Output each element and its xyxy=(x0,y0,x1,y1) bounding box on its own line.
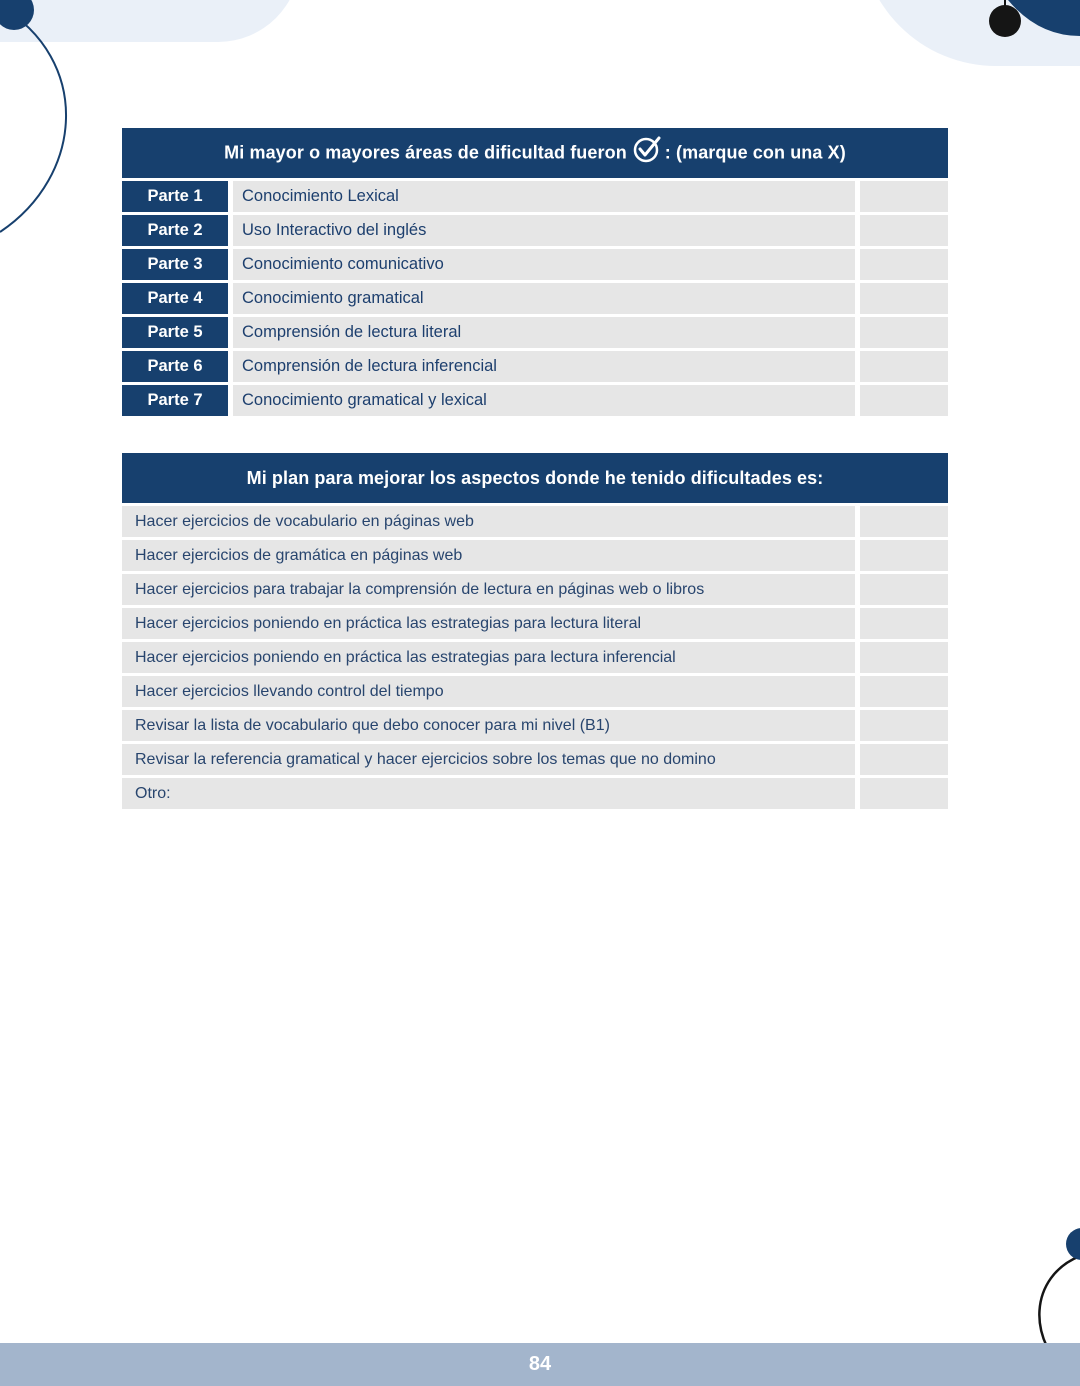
mark-cell[interactable] xyxy=(860,744,948,775)
table-row xyxy=(122,744,948,775)
mark-cell[interactable] xyxy=(860,283,948,314)
table-row xyxy=(122,778,948,809)
area-label: Comprensión de lectura literal xyxy=(233,317,855,348)
table-row xyxy=(122,181,948,212)
check-circle-icon xyxy=(633,135,661,168)
mark-cell[interactable] xyxy=(860,676,948,707)
area-label: Comprensión de lectura inferencial xyxy=(233,351,855,382)
table-row xyxy=(122,710,948,741)
area-label: Uso Interactivo del inglés xyxy=(233,215,855,246)
table-row xyxy=(122,676,948,707)
part-label: Parte 3 xyxy=(122,249,228,280)
mark-cell[interactable] xyxy=(860,249,948,280)
mark-cell[interactable] xyxy=(860,506,948,537)
part-label: Parte 5 xyxy=(122,317,228,348)
area-label: Conocimiento Lexical xyxy=(233,181,855,212)
table-row xyxy=(122,283,948,314)
page-footer xyxy=(0,1343,1080,1386)
table-row xyxy=(122,249,948,280)
difficulty-areas-table xyxy=(117,125,953,419)
mark-cell[interactable] xyxy=(860,215,948,246)
part-label: Parte 4 xyxy=(122,283,228,314)
mark-cell[interactable] xyxy=(860,642,948,673)
plan-item: Hacer ejercicios de gramática en páginas web xyxy=(122,540,855,571)
plan-item: Revisar la referencia gramatical y hacer ejercicios sobre los temas que no domino xyxy=(122,744,855,775)
mark-cell[interactable] xyxy=(860,778,948,809)
table-row xyxy=(122,574,948,605)
area-label: Conocimiento gramatical y lexical xyxy=(233,385,855,416)
area-label: Conocimiento comunicativo xyxy=(233,249,855,280)
part-label: Parte 2 xyxy=(122,215,228,246)
table-row xyxy=(122,506,948,537)
plan-item: Hacer ejercicios para trabajar la comprensión de lectura en páginas web o libros xyxy=(122,574,855,605)
improvement-plan-table xyxy=(117,450,953,812)
difficulty-header-text: Mi mayor o mayores áreas de dificultad fueron xyxy=(224,141,627,162)
decorative-arc-left xyxy=(0,0,80,250)
table-row xyxy=(122,215,948,246)
table-row xyxy=(122,317,948,348)
table-row xyxy=(122,351,948,382)
plan-item-other: Otro: xyxy=(122,778,855,809)
page-number: 84 xyxy=(528,1353,552,1375)
table-row xyxy=(122,608,948,639)
plan-item: Revisar la lista de vocabulario que debo conocer para mi nivel (B1) xyxy=(122,710,855,741)
table-row xyxy=(122,385,948,416)
table-row xyxy=(122,642,948,673)
mark-cell[interactable] xyxy=(860,385,948,416)
mark-cell[interactable] xyxy=(860,351,948,382)
difficulty-header-instruction: : (marque con una X) xyxy=(664,141,846,162)
area-label: Conocimiento gramatical xyxy=(233,283,855,314)
decorative-dot-top-right xyxy=(980,0,1080,60)
mark-cell[interactable] xyxy=(860,608,948,639)
part-label: Parte 6 xyxy=(122,351,228,382)
part-label: Parte 1 xyxy=(122,181,228,212)
plan-item: Hacer ejercicios de vocabulario en páginas web xyxy=(122,506,855,537)
plan-item: Hacer ejercicios llevando control del tiempo xyxy=(122,676,855,707)
mark-cell[interactable] xyxy=(860,540,948,571)
table-row xyxy=(122,540,948,571)
difficulty-table-header xyxy=(122,128,948,178)
mark-cell[interactable] xyxy=(860,574,948,605)
plan-item: Hacer ejercicios poniendo en práctica las estrategias para lectura literal xyxy=(122,608,855,639)
mark-cell[interactable] xyxy=(860,317,948,348)
mark-cell[interactable] xyxy=(860,710,948,741)
mark-cell[interactable] xyxy=(860,181,948,212)
plan-table-header: Mi plan para mejorar los aspectos donde he tenido dificultades es: xyxy=(122,453,948,503)
plan-item: Hacer ejercicios poniendo en práctica las estrategias para lectura inferencial xyxy=(122,642,855,673)
part-label: Parte 7 xyxy=(122,385,228,416)
